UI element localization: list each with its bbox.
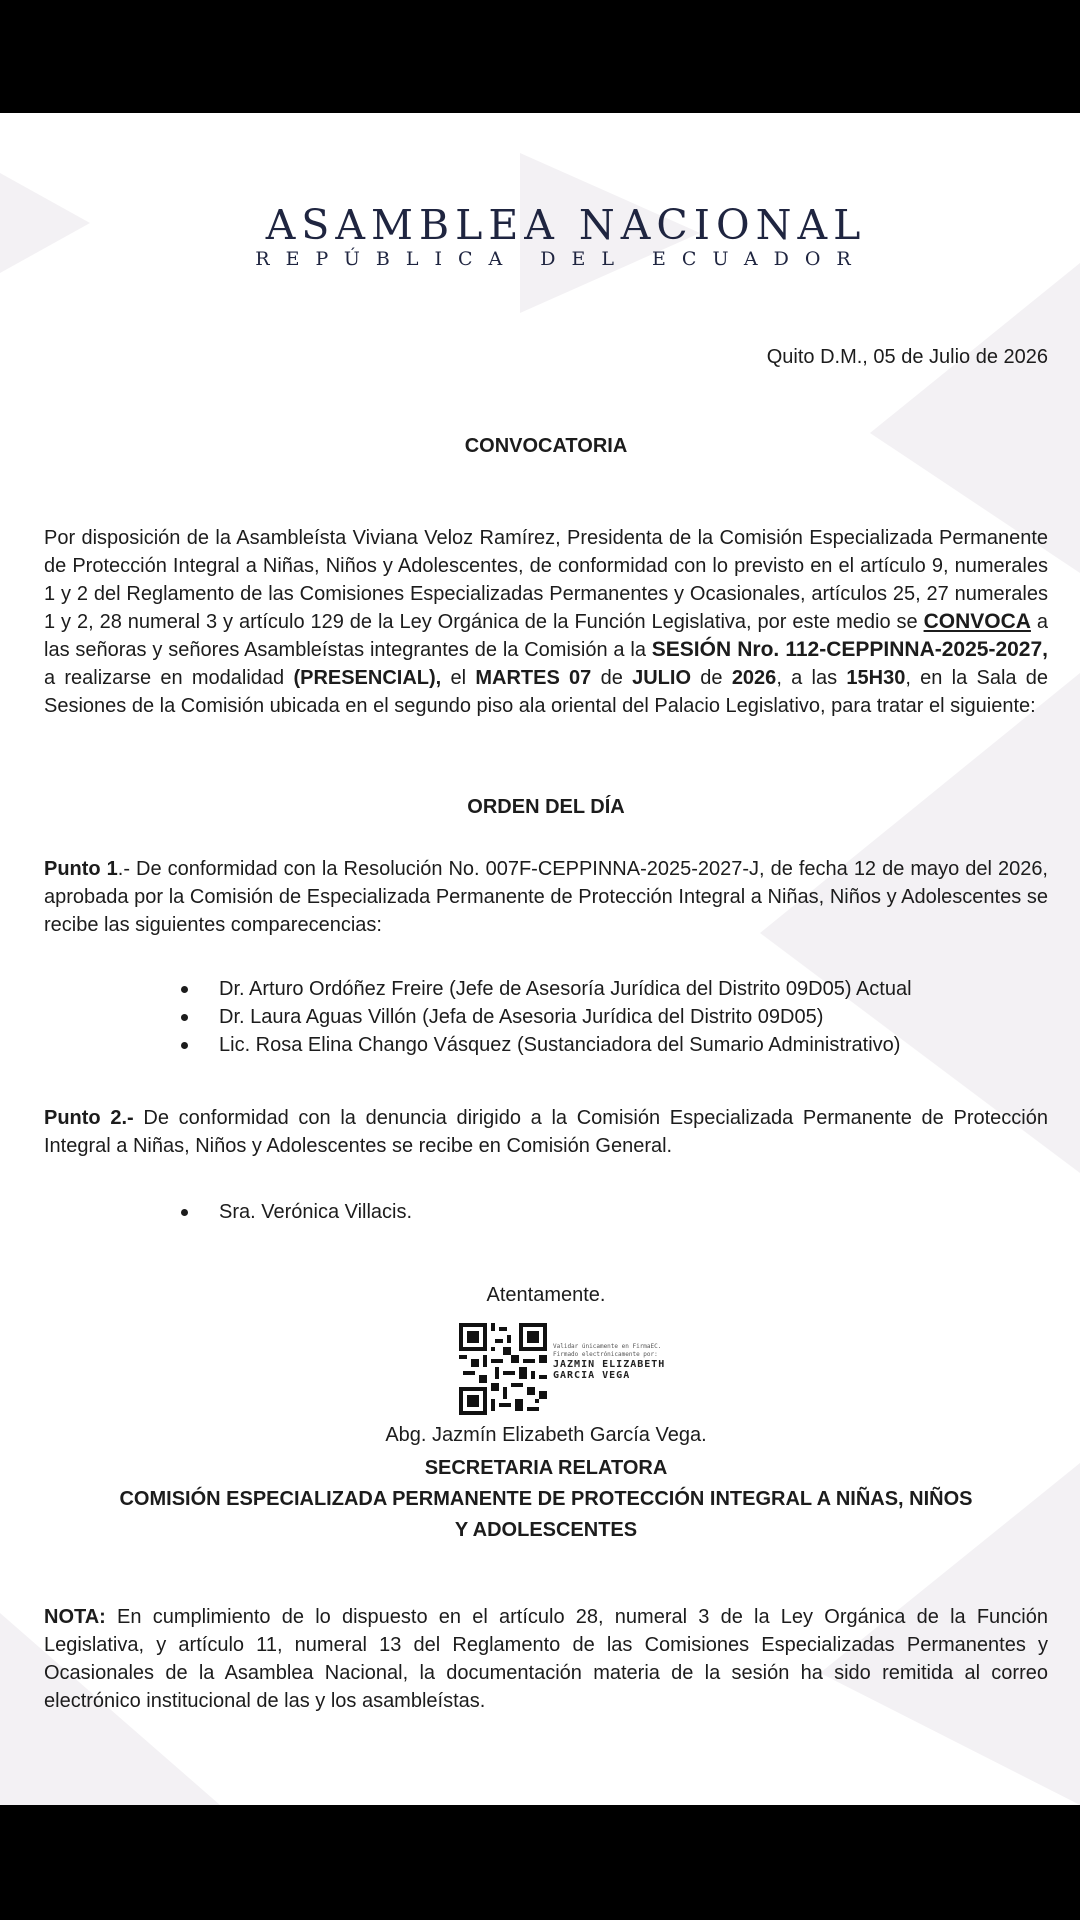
qr-code-icon: [459, 1323, 547, 1415]
list-item: Dr. Laura Aguas Villón (Jefa de Asesoria Jurídica del Distrito 09D05): [199, 1003, 912, 1031]
punto-1-text: .- De conformidad con la Resolución No. 007F-CEPPINNA-2025-2027-J, de fecha 12 de mayo del 2026, aprobada por la Comisión de Especializada Permanente de Protección Integral a Niñas, Niños y Adolescentes se recibe las siguientes comparecencias:: [44, 858, 1048, 936]
intro-text-8: , en la Sala de Sesiones de la Comisión ubicada en el segundo piso ala oriental del Palacio Legislativo, para tratar el siguiente:: [44, 667, 1049, 717]
intro-text-4: el: [441, 667, 476, 689]
signature-note: Validar únicamente en FirmaEC.: [553, 1343, 662, 1350]
intro-text-5: de: [591, 667, 633, 689]
list-item: Sra. Verónica Villacis.: [199, 1198, 412, 1226]
closing-text: Atentamente.: [486, 1284, 606, 1306]
signature-text: [553, 1343, 665, 1381]
intro-text-7: , a las: [776, 667, 847, 689]
intro-text-1: Por disposición de la Asambleísta Viviana Veloz Ramírez, Presidenta de la Comisión Especializada Permanente de Protección Integral a Niñas, Niños y Adolescentes, de conformidad con lo previsto en el artículo 9, numerales 1 y 2 del Reglamento de las Comisiones Especializadas Permanentes y Ocasionales, artículos 25, 27 numerales 1 y 2, 28 numeral 3 y artículo 129 de la Ley Orgánica de la Función Legislativa, por este medio se: [44, 527, 1048, 633]
nota-label: NOTA:: [44, 1606, 106, 1628]
punto-2-label: Punto 2.-: [44, 1107, 134, 1129]
session-number: SESIÓN Nro. 112-CEPPINNA-2025-2027,: [651, 638, 1048, 661]
list-item: Dr. Arturo Ordóñez Freire (Jefe de Asesoría Jurídica del Distrito 09D05) Actual: [199, 975, 912, 1003]
electronic-signature: [459, 1323, 739, 1415]
list-item: Lic. Rosa Elina Chango Vásquez (Sustanciadora del Sumario Administrativo): [199, 1031, 912, 1059]
nota-paragraph: [44, 1603, 1048, 1715]
punto-1-list: [199, 975, 912, 1059]
intro-text-2: a las señoras y señores Asambleístas integrantes de la Comisión a la: [44, 611, 1048, 661]
intro-text-3: a realizarse en modalidad: [44, 667, 294, 689]
signature-name: GARCIA VEGA: [553, 1370, 631, 1381]
document-page: [0, 113, 1080, 1805]
punto-2-text: De conformidad con la denuncia dirigido a la Comisión Especializada Permanente de Protección Integral a Niñas, Niños y Adolescentes se recibe en Comisión General.: [44, 1107, 1048, 1157]
bottom-black-bar: [0, 1805, 1080, 1920]
signature-name: JAZMIN ELIZABETH: [553, 1359, 666, 1370]
punto-1-label: Punto 1: [44, 858, 118, 880]
orden-del-dia-heading: ORDEN DEL DÍA: [467, 796, 625, 818]
intro-paragraph: [44, 524, 1048, 720]
session-modality: (PRESENCIAL),: [293, 667, 442, 689]
signer-name: Abg. Jazmín Elizabeth García Vega.: [385, 1424, 707, 1446]
convocatoria-heading: CONVOCATORIA: [464, 435, 628, 457]
logo-title: ASAMBLEA NACIONAL: [265, 201, 867, 249]
session-day: MARTES 07: [475, 667, 592, 689]
session-month: JULIO: [632, 667, 692, 689]
signer-organization: COMISIÓN ESPECIALIZADA PERMANENTE DE PROTECCIÓN INTEGRAL A NIÑAS, NIÑOS: [119, 1488, 973, 1510]
intro-text-6: de: [691, 667, 732, 689]
signer-role: SECRETARIA RELATORA: [424, 1457, 668, 1479]
asamblea-logo: [44, 203, 1048, 271]
top-black-bar: [0, 0, 1080, 113]
nota-text: En cumplimiento de lo dispuesto en el artículo 28, numeral 3 de la Ley Orgánica de la Función Legislativa, y artículo 11, numeral 13 del Reglamento de las Comisiones Especializadas Permanentes y Ocasionales de la Asamblea Nacional, la documentación materia de la sesión ha sido remitida al correo electrónico institucional de las y los asambleístas.: [44, 1606, 1048, 1712]
session-year: 2026: [731, 667, 777, 689]
signer-organization-cont: Y ADOLESCENTES: [454, 1519, 638, 1541]
document-date: Quito D.M., 05 de Julio de 2026: [766, 346, 1048, 368]
session-time: 15H30: [846, 667, 906, 689]
punto-2-paragraph: [44, 1104, 1048, 1160]
punto-2-list: [199, 1198, 412, 1226]
signature-note: Firmado electrónicamente por:: [553, 1351, 658, 1358]
convoca-word: CONVOCA: [923, 610, 1031, 633]
logo-subtitle: REPÚBLICA DEL ECUADOR: [255, 248, 867, 270]
punto-1-paragraph: [44, 855, 1048, 939]
